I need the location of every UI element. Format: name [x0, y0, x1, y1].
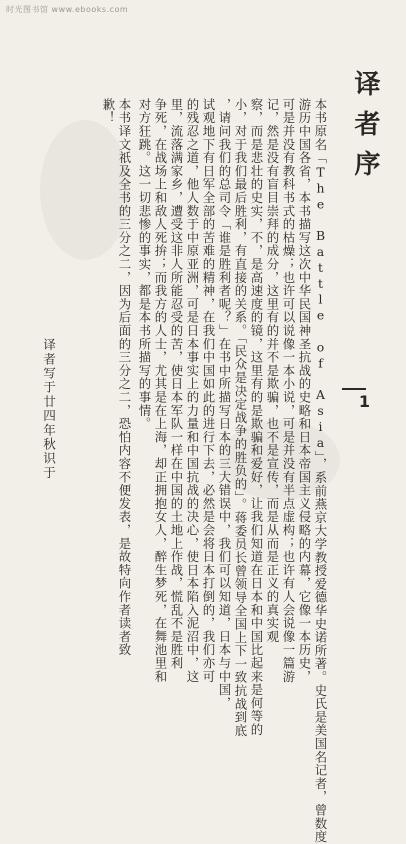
body-column: 记，然是没有盲目崇拜的成分，这里有的并不是欺骗，也不是宣传，而是从而是正义的真实观 — [265, 98, 280, 644]
page-number: 1 — [358, 392, 370, 411]
watermark: 时光图书馆 www.ebooks.com — [6, 5, 129, 14]
body-column: 对方狂跳。这一切悲惨的事实，都是本书所描写的事情。 — [137, 98, 152, 431]
body-column: 察，而是悲壮的史实，不，是高速度的镜，这里有的是欺骗和爱好，让我们知道在日本和中国比起来是何等的 — [249, 98, 264, 737]
body-column: 可是并没有教科书式的枯燥；也许可以说像一本小说，可是并没有半点虚构；也许有人会说像一篇游 — [281, 98, 296, 684]
translator-signature: 译者写于廿四年秋识于 — [41, 338, 56, 480]
folio-rule — [342, 388, 366, 390]
body-column: 争死，在战场上和敌人死拚；而我方的人士，尤其是在上海，却正拥抱女人，醉生梦死，在舞池里和 — [153, 98, 168, 684]
body-column: 小，对于我们最后胜利，有直接的关系。「民众是决定战争的胜负的」。蒋委员长曾领导全国上下一致抗战到底 — [233, 98, 248, 738]
body-column: 歉！ — [101, 98, 116, 125]
body-column: 本书译文祇及全书的三分之二，因为后面的三分之二，恐怕内容不便发表，是故特向作者读者致 — [117, 98, 132, 657]
body-column: 里，流落满家乡，遭受这非人所能忍受的苦，使日本军队一样在中国的土地上作战，慌乱不是胜利 — [169, 98, 184, 670]
body-column: ，请问我们的总司令「谁是胜利者呢？」在书中所描写日本的三大错误中，我们可以知道，日本与中国， — [217, 98, 232, 710]
body-column: 游历中国各省，本书描写这次中华民国神圣抗战的史略和日本帝国主义侵略的内幕，它像一本历史， — [297, 98, 312, 684]
body-column: 的残忍之道，他人数于中原亚洲，可是日本事实上的力量和中国抗战的决心，使日本陷入泥沼中，这 — [185, 98, 200, 684]
body-column: 试观地下有日军全部的苦难的精神，在我们中国如此的进行下去，必然是会将日本打倒的，我们亦可 — [201, 98, 216, 684]
body-column: 本书原名「The Battle of Asia」，系前燕京大学教授爱德华史诺所著。史氏是美国名记者，曾数度 — [313, 98, 328, 844]
page-title: 译者序 — [350, 70, 380, 190]
